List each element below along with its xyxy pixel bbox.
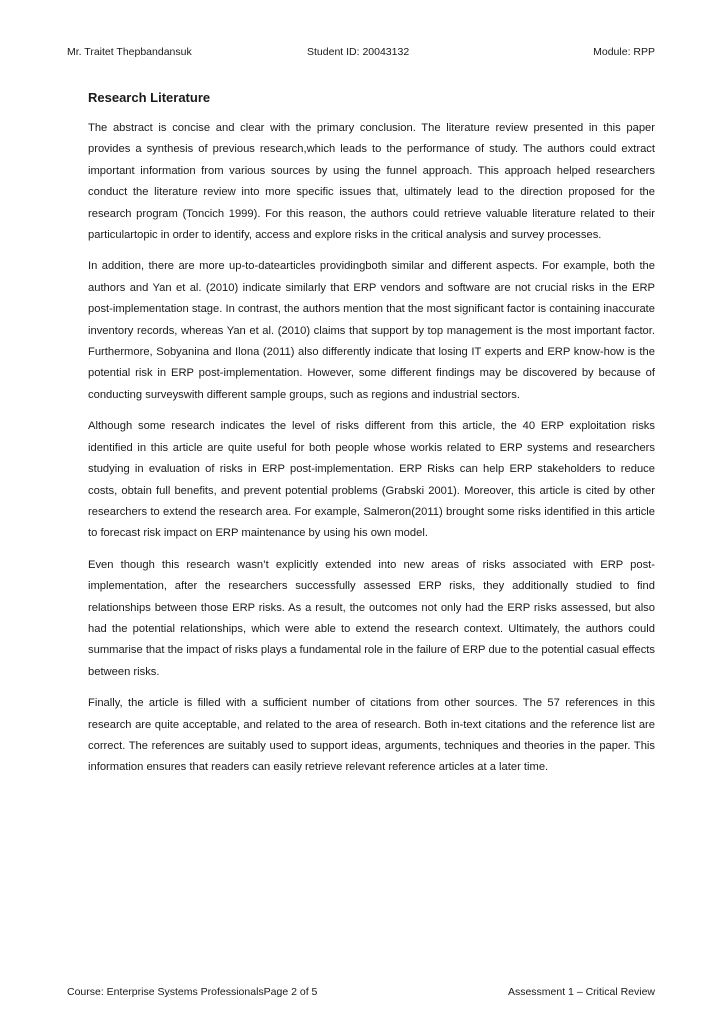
page-footer <box>67 984 655 1000</box>
paragraph: Although some research indicates the level of risks different from this article, the 40 ERP exploitation risks identified in this article are quite useful for both people whose workis related to ERP systems and researchers studying in evaluation of risks in ERP post-implementation. ERP Risks can help ERP stakeholders to reduce costs, obtain full benefits, and prevent potential problems (Grabski 2001). Moreover, this article is cited by other researchers to extend the research area. For example, Salmeron(2011) brought some risks identified in this article to forecast risk impact on ERP maintenance by using his own model. <box>88 420 655 540</box>
page-header <box>67 44 655 60</box>
section-title: Research Literature <box>88 90 211 105</box>
paragraph: The abstract is concise and clear with the primary conclusion. The literature review presented in this paper provides a synthesis of previous research,which leads to the performance of study. The authors could extract important information from various sources by using the funnel approach. This approach helped researchers conduct the literature review into more specific issues that, ultimately lead to the direction proposed for the research program (Toncich 1999). For this reason, the authors could retrieve valuable literature related to their particulartopic in order to identify, access and explore risks in the critical analysis and survey processes. <box>88 122 655 242</box>
paragraph: Finally, the article is filled with a sufficient number of citations from other sources. The 57 references in this research are quite acceptable, and related to the area of research. Both in-text citations and the reference list are correct. The references are suitably used to support ideas, arguments, techniques and theories in the paper. This information ensures that readers can easily retrieve relevant reference articles at a later time. <box>88 697 655 774</box>
paragraph: Even though this research wasn’t explicitly extended into new areas of risks associated with ERP post-implementation, after the researchers successfully assessed ERP risks, they additionally studied to find relationships between those ERP risks. As a result, the outcomes not only had the ERP risks assessed, but also had the potential relationships, which were able to extend the research context. Ultimately, the authors could summarise that the impact of risks plays a fundamental role in the failure of ERP due to the potential casual effects between risks. <box>88 558 655 678</box>
header-author: Mr. Traitet Thepbandansuk <box>67 46 192 58</box>
header-student-id: Student ID: 20043132 <box>307 46 410 58</box>
section-content <box>88 88 655 789</box>
paragraph: In addition, there are more up-to-datearticles providingboth similar and different aspects. For example, both the authors and Yan et al. (2010) indicate similarly that ERP vendors and software are not crucial risks in the ERP post-implementation stage. In contrast, the authors mention that the most significant factor is containing inaccurate inventory records, whereas Yan et al. (2010) claims that support by top management is the most important factor. Furthermore, Sobyanina and Ilona (2011) also differently indicate that losing IT experts and ERP know-how is the potential risk in ERP post-implementation. However, some different findings may be discovered by because of conducting surveyswith different sample groups, such as regions and industrial sectors. <box>88 260 655 401</box>
footer-assessment: Assessment 1 – Critical Review <box>507 986 655 998</box>
header-module: Module: RPP <box>593 46 655 58</box>
footer-course-page: Course: Enterprise Systems ProfessionalsPage 2 of 5 <box>67 986 318 998</box>
